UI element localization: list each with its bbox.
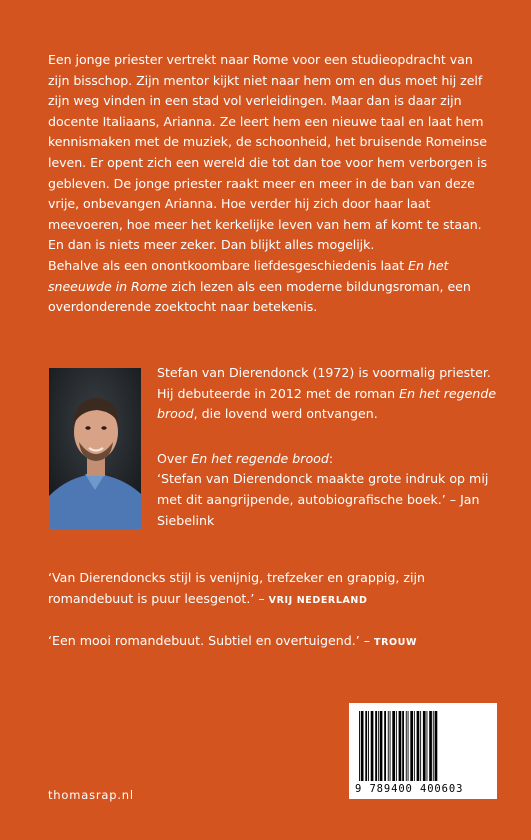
over-suffix: : <box>328 450 334 466</box>
blurb <box>48 50 494 318</box>
barcode-bars <box>349 703 497 783</box>
debut-title: En het regende brood <box>157 385 497 422</box>
author-section <box>157 363 497 531</box>
isbn-barcode <box>349 703 497 799</box>
author-photo <box>49 368 141 529</box>
blurb-paragraph-2 <box>48 256 494 318</box>
author-bio-text-1: Stefan van Dierendonck (1972) is voormalig priester. Hij debuteerde in 2012 met de roman <box>157 365 491 401</box>
review-source: TROUW <box>374 637 418 648</box>
review-quote-text: ‘Een mooi romandebuut. Subtiel en overtuigend.’ – <box>48 633 375 648</box>
review-quote-1 <box>48 568 494 611</box>
blurb-p2-prefix: Behalve als een onontkoombare liefdesgeschiedenis laat <box>48 257 409 273</box>
barcode-digits: 9 789400 400603 <box>355 783 464 795</box>
blurb-p2-suffix: zich lezen als een moderne bildungsroman, een overdonderende zoektocht naar betekenis. <box>48 278 471 315</box>
over-heading <box>157 449 497 470</box>
siebelink-quote: ‘Stefan van Dierendonck maakte grote indruk op mij met dit aangrijpende, autobiografische boek.’ – Jan Siebelink <box>157 471 489 528</box>
publisher-url: thomasrap.nl <box>48 788 134 802</box>
over-title: En het regende brood <box>191 450 329 466</box>
review-quote-text: ‘Van Dierendoncks stijl is venijnig, trefzeker en grappig, zijn romandebuut is puur leesgenot.’ – <box>48 570 425 606</box>
review-source: VRIJ NEDERLAND <box>268 594 368 606</box>
book-title: En het sneeuwde in Rome <box>48 257 449 294</box>
blurb-paragraph-1: Een jonge priester vertrekt naar Rome voor een studieopdracht van zijn bisschop. Zijn mentor kijkt niet naar hem om en dus moet hij zelf zijn weg vinden in een stad vol verleidingen. Maar dan is daar zijn docente Italiaans, Arianna. Ze leert hem een nieuwe taal en laat hem kennismaken met de muziek, de schoonheid, het bruisende Romeinse leven. Er opent zich een wereld die tot dan toe voor hem verborgen is gebleven. De jonge priester raakt meer en meer in de ban van deze vrije, onbevangen Arianna. Hoe verder hij zich door haar laat meevoeren, hoe meer het kerkelijke leven van hem af komt te staan. En dan is niets meer zeker. Dan blijkt alles mogelijk. <box>48 52 487 253</box>
review-quote-2 <box>48 631 494 654</box>
over-prefix: Over <box>157 450 192 466</box>
author-bio-text-2: , die lovend werd ontvangen. <box>193 406 378 422</box>
author-bio <box>157 363 497 425</box>
